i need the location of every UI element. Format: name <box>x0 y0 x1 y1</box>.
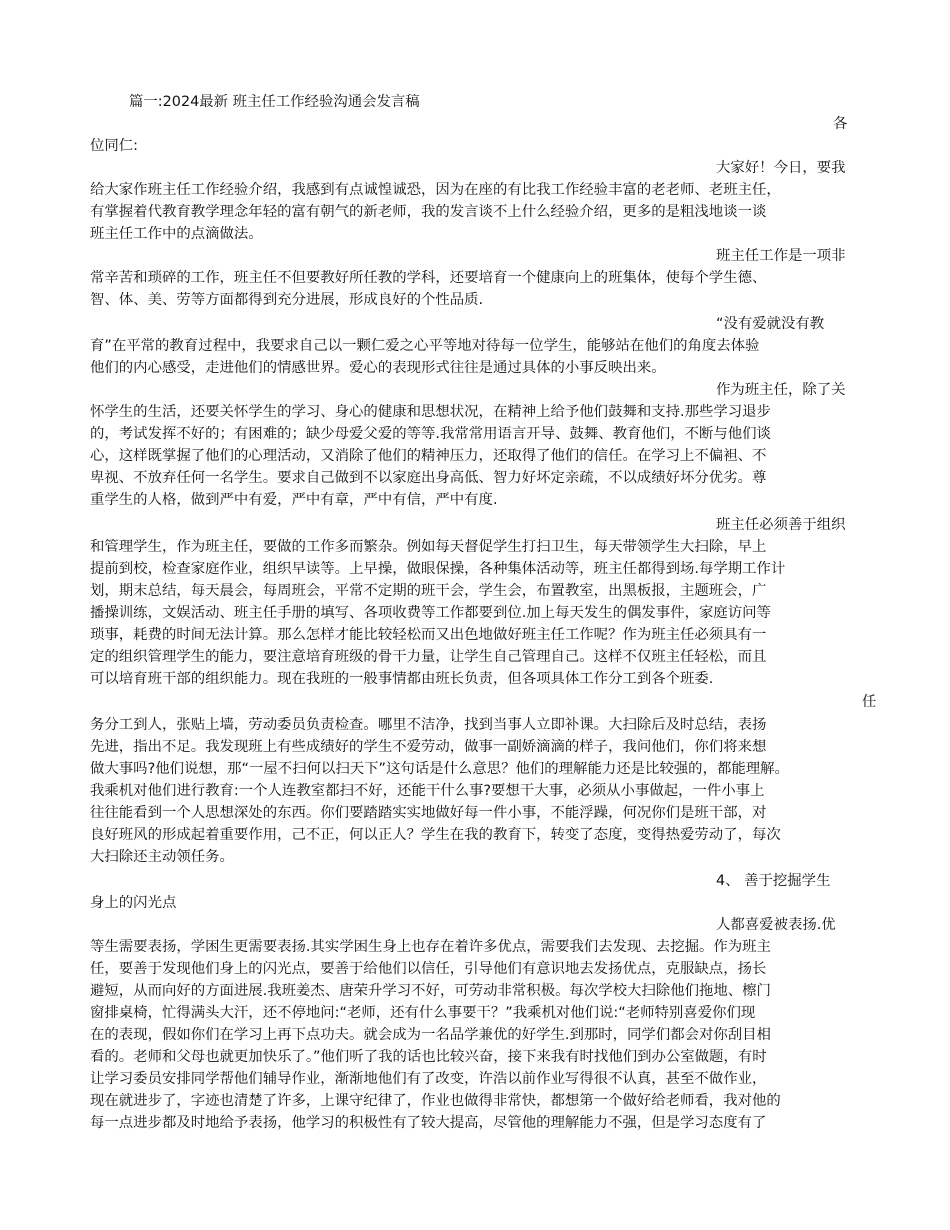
text-line: 常辛苦和琐碎的工作，班主任不但要教好所任教的学科，还要培育一个健康向上的班集体，使每个学生德、 <box>90 270 767 286</box>
text-line: 提前到校，检查家庭作业，组织早读等。上早操，做眼保操，各种集体活动等，班主任都得到场.每学期工作计 <box>90 561 786 577</box>
text-line: 重学生的人格，做到严中有爱，严中有章，严中有信，严中有度. <box>90 492 498 508</box>
text-line: 划，期末总结，每天晨会，每周班会，平常不定期的班干会，学生会，布置教室，出黑板报，主题班会，广 <box>90 583 767 599</box>
text-line: 智、体、美、劳等方面都得到充分进展，形成良好的个性品质. <box>90 292 484 308</box>
text-line: 大扫除还主动领任务。 <box>90 849 234 865</box>
text-line: 有掌握着代教育教学理念年轻的富有朝气的新老师，我的发言谈不上什么经验介绍，更多的是粗浅地谈一谈 <box>90 204 767 220</box>
text-line: 身上的闪光点 <box>90 895 177 911</box>
text-line: 做大事吗?他们说想，那“一屋不扫何以扫天下”这句话是什么意思？他们的理解能力还是比较强的，都能理解。 <box>90 761 789 777</box>
text-line: 给大家作班主任工作经验介绍，我感到有点诚惶诚恐，因为在座的有比我工作经验丰富的老老师、老班主任， <box>90 182 781 198</box>
text-line: 心，这样既掌握了他们的心理活动，又消除了他们的精神压力，还取得了他们的信任。在学习上不偏袒、不 <box>90 448 767 464</box>
text-line: 他们的内心感受，走进他们的情感世界。爱心的表现形式往往是通过具体的小事反映出来。 <box>90 360 666 376</box>
text-line: “没有爱就没有教 <box>716 316 825 332</box>
text-line: 卑视、不放弃任何一名学生。要求自己做到不以家庭出身高低、智力好坏定亲疏，不以成绩好坏分优劣。尊 <box>90 470 767 486</box>
text-line: 班主任工作是一项非 <box>716 248 846 264</box>
text-line: 怀学生的生活，还要关怀学生的学习、身心的健康和思想状况，在精神上给予他们鼓舞和支持.那些学习退步 <box>90 404 771 420</box>
text-line: 现在就进步了，字迹也清楚了许多，上课守纪律了，作业也做得非常快，都想第一个做好给老师看，我对他的 <box>90 1093 781 1109</box>
text-line: 琐事，耗费的时间无法计算。那么怎样才能比较轻松而又出色地做好班主任工作呢？作为班主任必须具有一 <box>90 627 767 643</box>
text-line: 各 <box>833 116 848 132</box>
text-line: 往往能看到一个人思想深处的东西。你们要踏踏实实地做好每一件小事，不能浮躁，何况你们是班干部，对 <box>90 805 767 821</box>
text-line: 大家好！今日，要我 <box>716 160 846 176</box>
text-line: 让学习委员安排同学帮他们辅导作业，渐渐地他们有了改变，许浩以前作业写得很不认真，甚至不做作业， <box>90 1071 767 1087</box>
text-line: 作为班主任，除了关 <box>716 382 846 398</box>
text-line: 先进，指出不足。我发现班上有些成绩好的学生不爱劳动，做事一副娇滴滴的样子，我问他们，你们将来想 <box>90 739 767 755</box>
text-line: 看的。老师和父母也就更加快乐了。”他们听了我的话也比较兴奋，接下来我有时找他们到办公室做题，有时 <box>90 1049 767 1065</box>
text-line: 任 <box>862 694 877 710</box>
text-line: 良好班风的形成起着重要作用，己不正，何以正人？学生在我的教育下，转变了态度，变得热爱劳动了，每次 <box>90 827 781 843</box>
text-line: 和管理学生，作为班主任，要做的工作多而繁杂。例如每天督促学生打扫卫生，每天带领学生大扫除，早上 <box>90 539 767 555</box>
text-line: 避短，从而向好的方面进展.我班姜杰、唐荣升学习不好，可劳动非常积极。每次学校大扫除他们拖地、檫门 <box>90 983 771 999</box>
text-line: 任，要善于发现他们身上的闪光点，要善于给他们以信任，引导他们有意识地去发扬优点，克服缺点，扬长 <box>90 961 767 977</box>
text-line: 4、 善于挖掘学生 <box>716 873 831 889</box>
text-line: 可以培育班干部的组织能力。现在我班的一般事情都由班长负责，但各项具体工作分工到各个班委. <box>90 671 714 687</box>
text-line: 等生需要表扬，学困生更需要表扬.其实学困生身上也存在着许多优点，需要我们去发现、去挖掘。作为班主 <box>90 939 771 955</box>
text-line: 班主任必须善于组织 <box>716 517 846 533</box>
text-line: 每一点进步都及时地给予表扬，他学习的积极性有了较大提高，尽管他的理解能力不强，但是学习态度有了 <box>90 1115 767 1131</box>
text-line: 窗排桌椅，忙得满头大汗，还不停地问:“老师，还有什么事要干？”我乘机对他们说:“老师特别喜爱你们现 <box>90 1005 756 1021</box>
text-line: 的，考试发挥不好的；有困难的；缺少母爱父爱的等等.我常常用语言开导、鼓舞、教育他们，不断与他们谈 <box>90 426 771 442</box>
text-line: 班主任工作中的点滴做法。 <box>90 226 263 242</box>
text-line: 位同仁: <box>90 138 139 154</box>
text-line: 定的组织管理学生的能力，要注意培育班级的骨干力量，让学生自己管理自己。这样不仅班主任轻松，而且 <box>90 649 767 665</box>
text-line: 我乘机对他们进行教育:一个人连教室都扫不好，还能干什么事?要想干大事，必须从小事做起，一件小事上 <box>90 783 765 799</box>
text-line: 务分工到人，张贴上墙，劳动委员负责检查。哪里不洁净，找到当事人立即补课。大扫除后及时总结，表扬 <box>90 717 767 733</box>
text-line: 播操训练，文娱活动、班主任手册的填写、各项收费等工作都要到位.加上每天发生的偶发事件，家庭访问等 <box>90 605 771 621</box>
document-title: 篇一:2024最新 班主任工作经验沟通会发言稿 <box>129 94 420 110</box>
text-line: 育”在平常的教育过程中，我要求自己以一颗仁爱之心平等地对待每一位学生，能够站在他们的角度去体验 <box>90 338 760 354</box>
text-line: 人都喜爱被表扬.优 <box>716 917 836 933</box>
text-line: 在的表现，假如你们在学习上再下点功夫。就会成为一名品学兼优的好学生.到那时，同学们都会对你刮目相 <box>90 1027 771 1043</box>
